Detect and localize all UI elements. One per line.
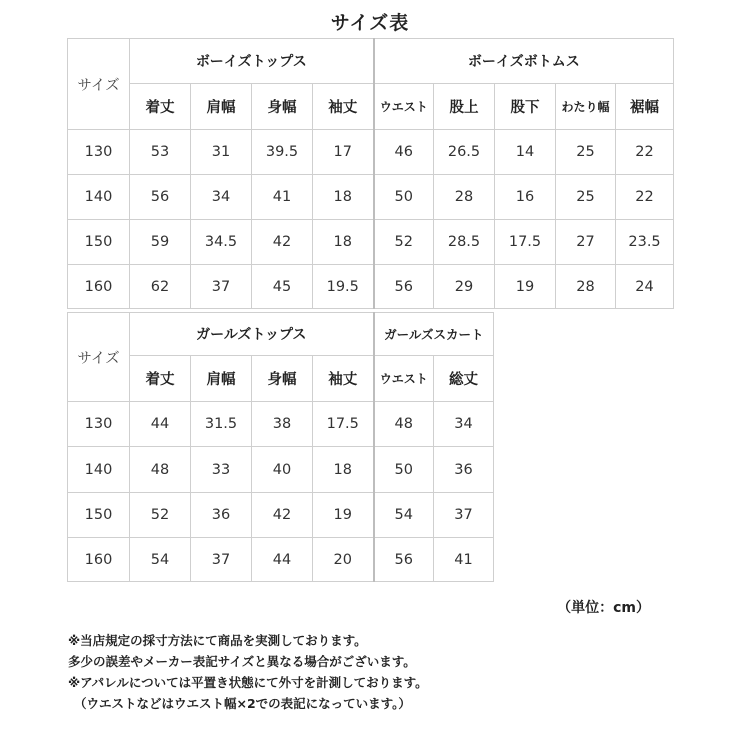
col-header: 股上 [434, 84, 495, 130]
col-header: 裾幅 [616, 84, 674, 130]
size-cell: 150 [68, 493, 130, 538]
col-header: 袖丈 [313, 356, 374, 402]
col-header: 身幅 [252, 356, 313, 402]
table-cell: 22 [616, 175, 674, 220]
note-line: ※当店規定の採寸方法にて商品を実測しております。 [68, 633, 367, 648]
table-row [68, 402, 494, 447]
col-header: 着丈 [130, 84, 191, 130]
table-cell: 17.5 [313, 402, 374, 447]
table-cell: 28 [434, 175, 495, 220]
table-cell: 42 [252, 493, 313, 538]
table-cell: 18 [313, 175, 374, 220]
table-cell: 28 [556, 265, 616, 309]
table-row [68, 130, 674, 175]
table-cell: 44 [130, 402, 191, 447]
note-line: （ウエストなどはウエスト幅×2での表記になっています。） [74, 696, 411, 711]
table-cell: 25 [556, 175, 616, 220]
girls-size-table [67, 312, 494, 582]
boys-size-table [67, 38, 674, 309]
table-cell: 54 [374, 493, 434, 538]
col-header: 肩幅 [191, 356, 252, 402]
boys-bottoms-header: ボーイズボトムス [374, 39, 674, 84]
table-cell: 40 [252, 447, 313, 493]
table-cell: 39.5 [252, 130, 313, 175]
table-row [68, 220, 674, 265]
table-cell: 50 [374, 175, 434, 220]
size-cell: 140 [68, 447, 130, 493]
size-cell: 130 [68, 130, 130, 175]
table-cell: 31.5 [191, 402, 252, 447]
table-cell: 46 [374, 130, 434, 175]
table-cell: 42 [252, 220, 313, 265]
table-cell: 41 [434, 538, 494, 582]
table-cell: 48 [374, 402, 434, 447]
table-cell: 45 [252, 265, 313, 309]
table-cell: 31 [191, 130, 252, 175]
table-cell: 41 [252, 175, 313, 220]
table-cell: 19 [495, 265, 556, 309]
table-row [68, 175, 674, 220]
table-cell: 34 [191, 175, 252, 220]
note-line: ※アパレルについては平置き状態にて外寸を計測しております。 [68, 675, 428, 690]
table-cell: 19 [313, 493, 374, 538]
table-cell: 28.5 [434, 220, 495, 265]
table-cell: 56 [130, 175, 191, 220]
table-cell: 37 [434, 493, 494, 538]
table-cell: 24 [616, 265, 674, 309]
size-header: サイズ [68, 39, 130, 130]
table-cell: 52 [374, 220, 434, 265]
table-cell: 18 [313, 447, 374, 493]
table-cell: 22 [616, 130, 674, 175]
table-cell: 37 [191, 265, 252, 309]
table-cell: 25 [556, 130, 616, 175]
col-header: 着丈 [130, 356, 191, 402]
col-header: わたり幅 [556, 84, 616, 130]
table-cell: 18 [313, 220, 374, 265]
table-cell: 38 [252, 402, 313, 447]
table-cell: 56 [374, 265, 434, 309]
col-header: ウエスト [374, 84, 434, 130]
boys-tops-header: ボーイズトップス [130, 39, 374, 84]
col-header: 身幅 [252, 84, 313, 130]
table-row [68, 493, 494, 538]
size-cell: 130 [68, 402, 130, 447]
size-cell: 140 [68, 175, 130, 220]
table-cell: 23.5 [616, 220, 674, 265]
note-line: 多少の誤差やメーカー表記サイズと異なる場合がございます。 [68, 654, 416, 669]
table-cell: 34 [434, 402, 494, 447]
table-cell: 36 [191, 493, 252, 538]
table-cell: 52 [130, 493, 191, 538]
table-cell: 17 [313, 130, 374, 175]
table-cell: 33 [191, 447, 252, 493]
table-cell: 53 [130, 130, 191, 175]
table-cell: 34.5 [191, 220, 252, 265]
table-row [68, 538, 494, 582]
table-row [68, 265, 674, 309]
col-header: 肩幅 [191, 84, 252, 130]
table-cell: 59 [130, 220, 191, 265]
table-cell: 20 [313, 538, 374, 582]
table-cell: 19.5 [313, 265, 374, 309]
unit-label: （単位：cm） [557, 600, 650, 616]
size-cell: 150 [68, 220, 130, 265]
table-cell: 26.5 [434, 130, 495, 175]
table-cell: 36 [434, 447, 494, 493]
notes [68, 630, 708, 714]
table-cell: 44 [252, 538, 313, 582]
col-header: 股下 [495, 84, 556, 130]
table-cell: 16 [495, 175, 556, 220]
table-cell: 56 [374, 538, 434, 582]
page-title: サイズ表 [330, 12, 410, 34]
table-cell: 17.5 [495, 220, 556, 265]
table-cell: 62 [130, 265, 191, 309]
table-cell: 14 [495, 130, 556, 175]
size-cell: 160 [68, 265, 130, 309]
table-cell: 54 [130, 538, 191, 582]
size-header: サイズ [68, 313, 130, 402]
girls-skirt-header: ガールズスカート [374, 313, 494, 356]
table-cell: 48 [130, 447, 191, 493]
girls-tops-header: ガールズトップス [130, 313, 374, 356]
col-header: ウエスト [374, 356, 434, 402]
size-cell: 160 [68, 538, 130, 582]
col-header: 総丈 [434, 356, 494, 402]
table-cell: 27 [556, 220, 616, 265]
col-header: 袖丈 [313, 84, 374, 130]
table-cell: 37 [191, 538, 252, 582]
table-cell: 29 [434, 265, 495, 309]
table-cell: 50 [374, 447, 434, 493]
table-row [68, 447, 494, 493]
